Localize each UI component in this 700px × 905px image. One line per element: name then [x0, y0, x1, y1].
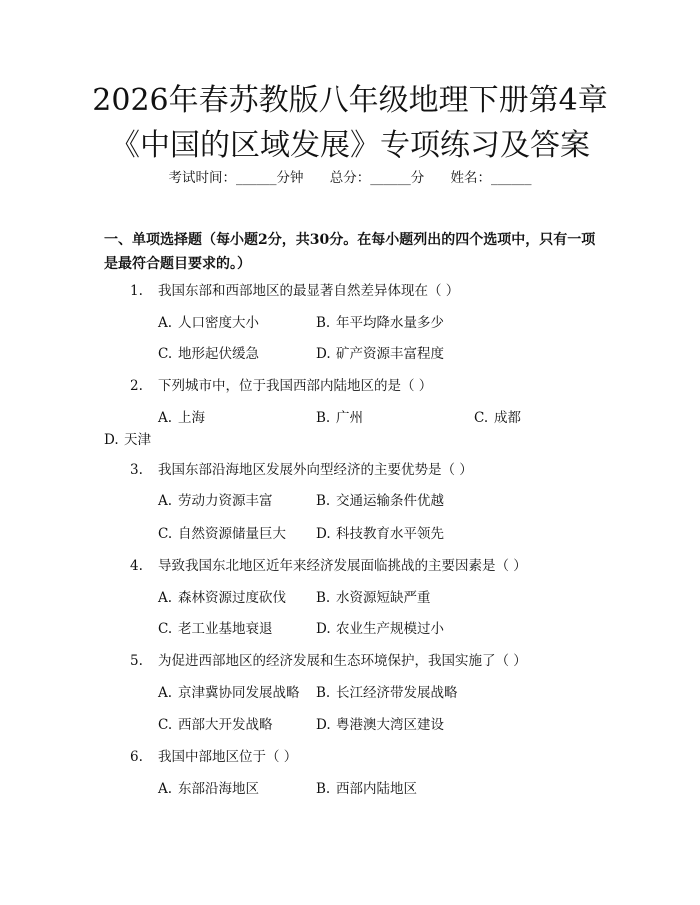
option-4c	[158, 619, 273, 639]
option-text: 水资源短缺严重	[336, 590, 431, 606]
option-letter: A.	[158, 685, 173, 701]
option-text: 交通运输条件优越	[336, 493, 444, 509]
option-letter: A.	[158, 590, 173, 606]
option-text: 农业生产规模过小	[336, 621, 444, 637]
option-text: 广州	[336, 410, 363, 426]
option-letter: D.	[104, 432, 119, 448]
question-text: 导致我国东北地区近年来经济发展面临挑战的主要因素是（ ）	[158, 558, 527, 574]
question-number: 1.	[130, 283, 143, 299]
option-letter: B.	[316, 781, 331, 797]
question-1	[130, 281, 459, 301]
section-heading: 一、单项选择题（每小题2分，共30分。在每小题列出的四个选项中，只有一项是最符合题目要求的。）	[104, 232, 596, 272]
question-number: 6.	[130, 749, 143, 765]
option-text: 上海	[178, 410, 205, 426]
option-text: 地形起伏缓急	[178, 346, 259, 362]
option-2a	[158, 408, 205, 428]
option-letter: B.	[316, 685, 331, 701]
question-text: 我国东部沿海地区发展外向型经济的主要优势是（ ）	[158, 462, 473, 478]
option-6b	[316, 779, 417, 799]
option-letter: C.	[158, 526, 173, 542]
option-letter: A.	[158, 781, 173, 797]
option-4a	[158, 588, 286, 608]
option-5b	[316, 683, 458, 703]
option-text: 森林资源过度砍伐	[178, 590, 286, 606]
question-4	[130, 556, 527, 576]
option-letter: A.	[158, 410, 173, 426]
option-text: 科技教育水平领先	[336, 526, 444, 542]
question-text: 我国东部和西部地区的最显著自然差异体现在（ ）	[158, 283, 460, 299]
option-3a	[158, 491, 273, 511]
option-letter: D.	[316, 717, 331, 733]
question-3	[130, 460, 473, 480]
question-number: 4.	[130, 558, 143, 574]
option-text: 老工业基地衰退	[178, 621, 273, 637]
option-text: 矿产资源丰富程度	[336, 346, 444, 362]
option-text: 成都	[494, 410, 521, 426]
option-2b	[316, 408, 363, 428]
option-letter: B.	[316, 410, 331, 426]
option-letter: B.	[316, 493, 331, 509]
option-5d	[316, 715, 444, 735]
option-text: 长江经济带发展战略	[336, 685, 458, 701]
option-text: 粤港澳大湾区建设	[336, 717, 444, 733]
question-5	[130, 651, 527, 671]
option-letter: D.	[316, 621, 331, 637]
option-1d	[316, 344, 444, 364]
option-text: 人口密度大小	[178, 315, 259, 331]
option-5c	[158, 715, 273, 735]
option-1b	[316, 313, 444, 333]
option-text: 京津冀协同发展战略	[178, 685, 300, 701]
option-letter: C.	[158, 621, 173, 637]
option-3b	[316, 491, 444, 511]
option-text: 自然资源储量巨大	[178, 526, 286, 542]
option-text: 东部沿海地区	[178, 781, 259, 797]
question-6	[130, 747, 297, 767]
exam-time: 考试时间：______分钟	[168, 170, 304, 186]
question-2	[130, 376, 432, 396]
option-text: 西部大开发战略	[178, 717, 273, 733]
option-letter: A.	[158, 493, 173, 509]
option-text: 劳动力资源丰富	[178, 493, 273, 509]
option-letter: D.	[316, 346, 331, 362]
option-text: 西部内陆地区	[336, 781, 417, 797]
option-3c	[158, 524, 286, 544]
option-6a	[158, 779, 259, 799]
option-text: 年平均降水量多少	[336, 315, 444, 331]
option-letter: C.	[158, 346, 173, 362]
option-letter: B.	[316, 590, 331, 606]
option-letter: B.	[316, 315, 331, 331]
question-number: 5.	[130, 653, 143, 669]
question-text: 我国中部地区位于（ ）	[158, 749, 298, 765]
question-number: 3.	[130, 462, 143, 478]
exam-meta	[0, 168, 700, 188]
option-4b	[316, 588, 431, 608]
student-name: 姓名：______	[450, 170, 532, 186]
option-3d	[316, 524, 444, 544]
option-letter: D.	[316, 526, 331, 542]
option-letter: A.	[158, 315, 173, 331]
option-5a	[158, 683, 300, 703]
option-2c	[474, 408, 521, 428]
option-letter: C.	[158, 717, 173, 733]
option-letter: C.	[474, 410, 489, 426]
option-2d	[104, 430, 151, 450]
option-1a	[158, 313, 259, 333]
option-1c	[158, 344, 259, 364]
question-number: 2.	[130, 378, 143, 394]
question-text: 下列城市中，位于我国西部内陆地区的是（ ）	[158, 378, 433, 394]
option-text: 天津	[124, 432, 151, 448]
document-title: 2026年春苏教版八年级地理下册第4章《中国的区域发展》专项练习及答案	[92, 83, 608, 163]
exam-score: 总分：______分	[329, 170, 425, 186]
question-text: 为促进西部地区的经济发展和生态环境保护，我国实施了（ ）	[158, 653, 527, 669]
option-4d	[316, 619, 444, 639]
